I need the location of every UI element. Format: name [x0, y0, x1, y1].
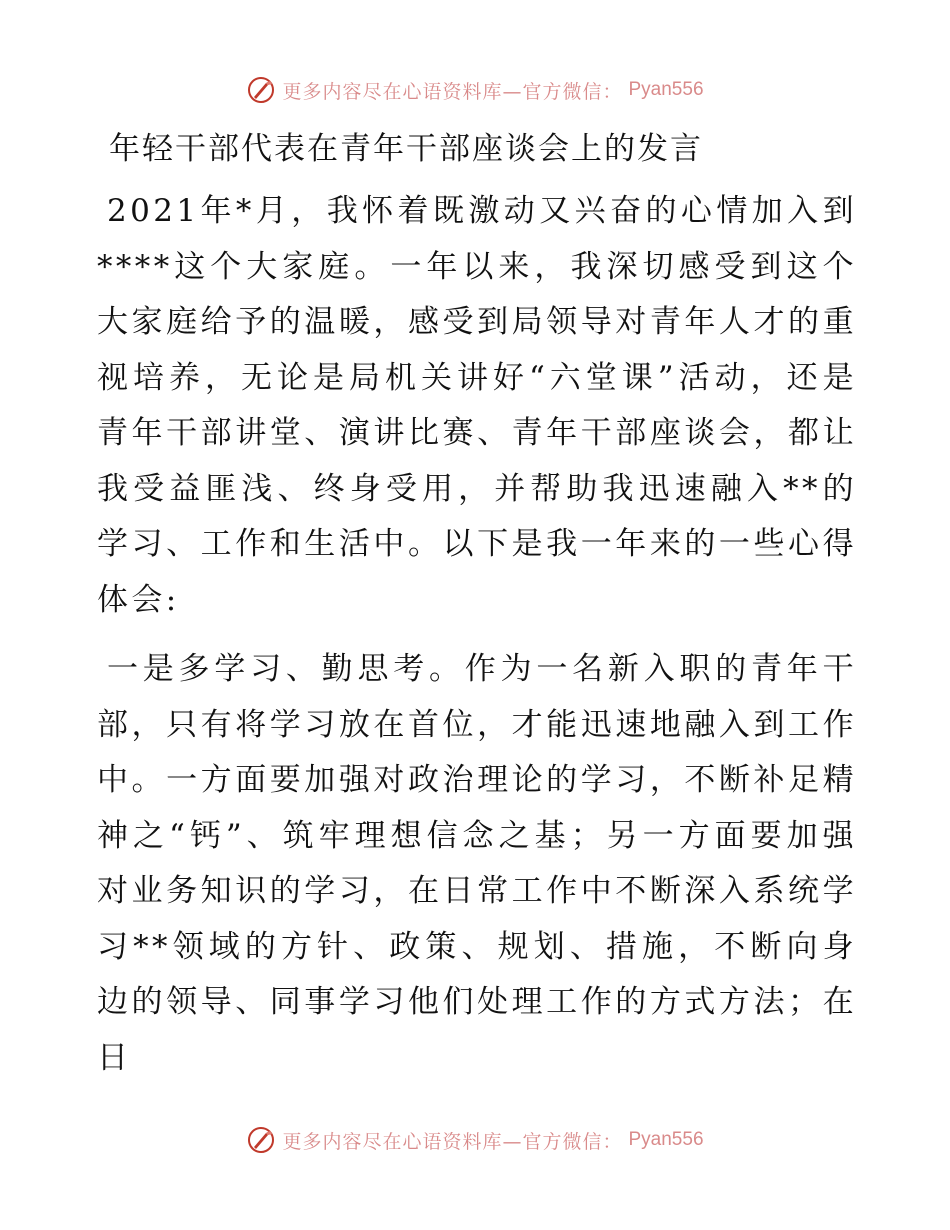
document-body — [97, 122, 857, 1100]
paragraph-2: 一是多学习、勤思考。作为一名新入职的青年干部，只有将学习放在首位，才能迅速地融入到工作中。一方面要加强对政治理论的学习，不断补足精神之“钙”、筑牢理想信念之基；另一方面要加强对业务知识的学习，在日常工作中不断深入系统学习**领域的方针、政策、规划、措施，不断向身边的领导、同事学习他们处理工作的方式方法；在日 — [97, 651, 857, 1076]
paragraph-1: 2021年*月，我怀着既激动又兴奋的心情加入到****这个大家庭。一年以来，我深切感受到这个大家庭给予的温暖，感受到局领导对青年人才的重视培养，无论是局机关讲好“六堂课”活动，还是青年干部讲堂、演讲比赛、青年干部座谈会，都让我受益匪浅、终身受用，并帮助我迅速融入**的学习、工作和生活中。以下是我一年来的一些心得体会: — [97, 193, 857, 618]
document-title: 年轻干部代表在青年干部座谈会上的发言 — [109, 131, 703, 167]
quill-logo-icon — [246, 1125, 276, 1155]
footer-watermark — [0, 1120, 950, 1160]
quill-logo-icon — [246, 75, 276, 105]
header-watermark — [0, 70, 950, 110]
watermark-text: 更多内容尽在心语资料库—官方微信： — [282, 80, 623, 103]
watermark-wechat-id: Pyan556 — [628, 1129, 704, 1150]
watermark-text: 更多内容尽在心语资料库—官方微信： — [282, 1130, 623, 1153]
watermark-wechat-id: Pyan556 — [628, 79, 704, 100]
